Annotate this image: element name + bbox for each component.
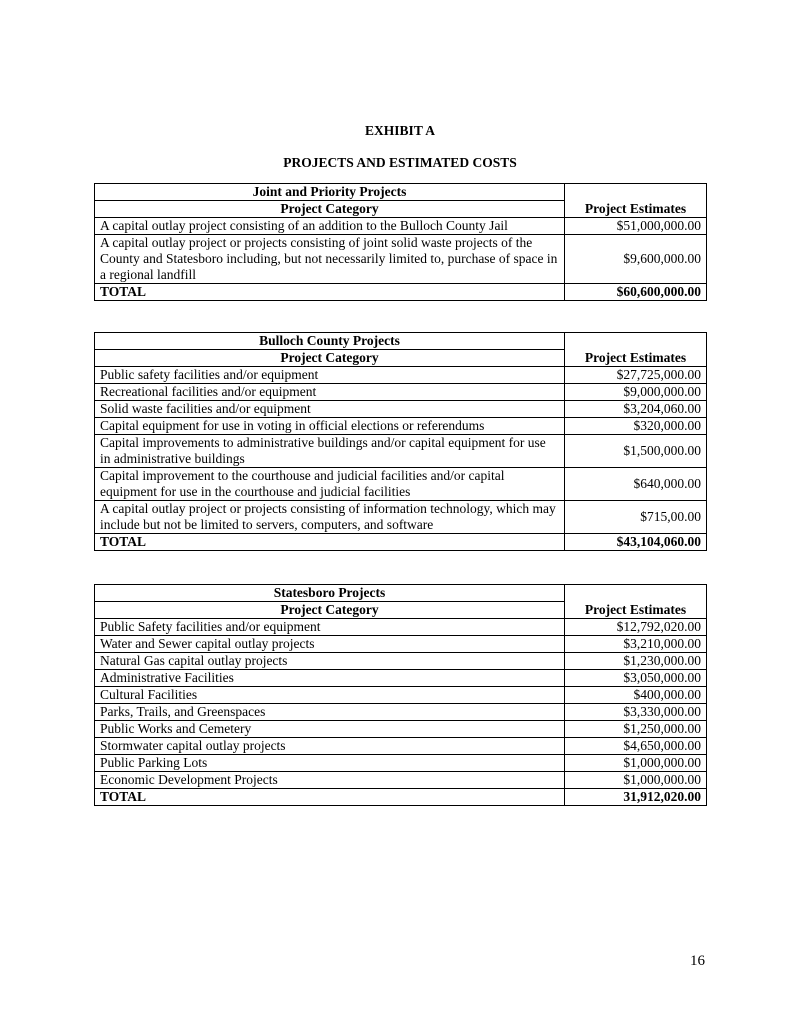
project-category: Solid waste facilities and/or equipment: [95, 401, 565, 418]
table-row: [95, 772, 707, 789]
column-header-category: Project Category: [95, 602, 565, 619]
project-estimate: $1,250,000.00: [565, 721, 707, 738]
project-category: Public Works and Cemetery: [95, 721, 565, 738]
project-estimate: $640,000.00: [565, 468, 707, 501]
project-category: Capital equipment for use in voting in official elections or referendums: [95, 418, 565, 435]
table-row: [95, 653, 707, 670]
project-estimate: $400,000.00: [565, 687, 707, 704]
column-header-estimates: Project Estimates: [565, 201, 707, 218]
project-estimate: $12,792,020.00: [565, 619, 707, 636]
joint-projects-table: [94, 183, 707, 301]
table-row: [95, 721, 707, 738]
project-category: Public safety facilities and/or equipment: [95, 367, 565, 384]
table-row: [95, 218, 707, 235]
project-estimate: $1,000,000.00: [565, 755, 707, 772]
project-estimate: $9,600,000.00: [565, 235, 707, 284]
column-header-category: Project Category: [95, 201, 565, 218]
column-header-estimates: Project Estimates: [565, 350, 707, 367]
project-estimate: $1,500,000.00: [565, 435, 707, 468]
total-row: [95, 534, 707, 551]
project-category: Capital improvement to the courthouse and judicial facilities and/or capital equipment for use in the courthouse and judicial facilities: [95, 468, 565, 501]
table-row: [95, 235, 707, 284]
table-row: [95, 468, 707, 501]
total-row: [95, 789, 707, 806]
exhibit-title: EXHIBIT A: [365, 123, 435, 138]
column-header-row: [95, 602, 707, 619]
blank-cell: [565, 184, 707, 201]
table-row: [95, 401, 707, 418]
table-row: [95, 384, 707, 401]
total-row: [95, 284, 707, 301]
table-row: [95, 619, 707, 636]
table-title: Statesboro Projects: [95, 585, 565, 602]
table-row: [95, 704, 707, 721]
project-category: Recreational facilities and/or equipment: [95, 384, 565, 401]
project-category: Stormwater capital outlay projects: [95, 738, 565, 755]
total-label: TOTAL: [95, 534, 565, 551]
project-category: Water and Sewer capital outlay projects: [95, 636, 565, 653]
table-row: [95, 670, 707, 687]
project-estimate: $1,000,000.00: [565, 772, 707, 789]
table-title: Joint and Priority Projects: [95, 184, 565, 201]
column-header-row: [95, 201, 707, 218]
table-title-row: [95, 184, 707, 201]
total-value: $43,104,060.00: [565, 534, 707, 551]
column-header-estimates: Project Estimates: [565, 602, 707, 619]
project-category: Cultural Facilities: [95, 687, 565, 704]
table-title-row: [95, 333, 707, 350]
project-estimate: $9,000,000.00: [565, 384, 707, 401]
project-category: Capital improvements to administrative buildings and/or capital equipment for use in administrative buildings: [95, 435, 565, 468]
table-title-row: [95, 585, 707, 602]
column-header-row: [95, 350, 707, 367]
exhibit-subtitle: PROJECTS AND ESTIMATED COSTS: [283, 155, 517, 170]
column-header-category: Project Category: [95, 350, 565, 367]
project-category: A capital outlay project or projects consisting of joint solid waste projects of the County and Statesboro including, but not necessarily limited to, purchase of space in a regional landfill: [95, 235, 565, 284]
bulloch-county-projects-table: [94, 332, 707, 551]
total-label: TOTAL: [95, 284, 565, 301]
table-title: Bulloch County Projects: [95, 333, 565, 350]
project-estimate: $715,00.00: [565, 501, 707, 534]
project-category: Public Safety facilities and/or equipment: [95, 619, 565, 636]
project-category: Natural Gas capital outlay projects: [95, 653, 565, 670]
table-row: [95, 738, 707, 755]
blank-cell: [565, 333, 707, 350]
total-value: $60,600,000.00: [565, 284, 707, 301]
project-category: Administrative Facilities: [95, 670, 565, 687]
table-row: [95, 418, 707, 435]
statesboro-projects-table: [94, 584, 707, 806]
table-row: [95, 501, 707, 534]
project-estimate: $3,210,000.00: [565, 636, 707, 653]
project-estimate: $4,650,000.00: [565, 738, 707, 755]
project-category: Public Parking Lots: [95, 755, 565, 772]
table-row: [95, 687, 707, 704]
project-estimate: $51,000,000.00: [565, 218, 707, 235]
table-row: [95, 435, 707, 468]
table-row: [95, 755, 707, 772]
project-estimate: $27,725,000.00: [565, 367, 707, 384]
table-row: [95, 636, 707, 653]
project-estimate: $320,000.00: [565, 418, 707, 435]
project-estimate: $3,050,000.00: [565, 670, 707, 687]
project-category: Economic Development Projects: [95, 772, 565, 789]
page-number: 16: [690, 953, 705, 969]
project-estimate: $3,204,060.00: [565, 401, 707, 418]
blank-cell: [565, 585, 707, 602]
project-estimate: $1,230,000.00: [565, 653, 707, 670]
table-row: [95, 367, 707, 384]
project-category: A capital outlay project consisting of an addition to the Bulloch County Jail: [95, 218, 565, 235]
project-category: Parks, Trails, and Greenspaces: [95, 704, 565, 721]
total-label: TOTAL: [95, 789, 565, 806]
project-estimate: $3,330,000.00: [565, 704, 707, 721]
total-value: 31,912,020.00: [565, 789, 707, 806]
project-category: A capital outlay project or projects consisting of information technology, which may include but not be limited to servers, computers, and software: [95, 501, 565, 534]
